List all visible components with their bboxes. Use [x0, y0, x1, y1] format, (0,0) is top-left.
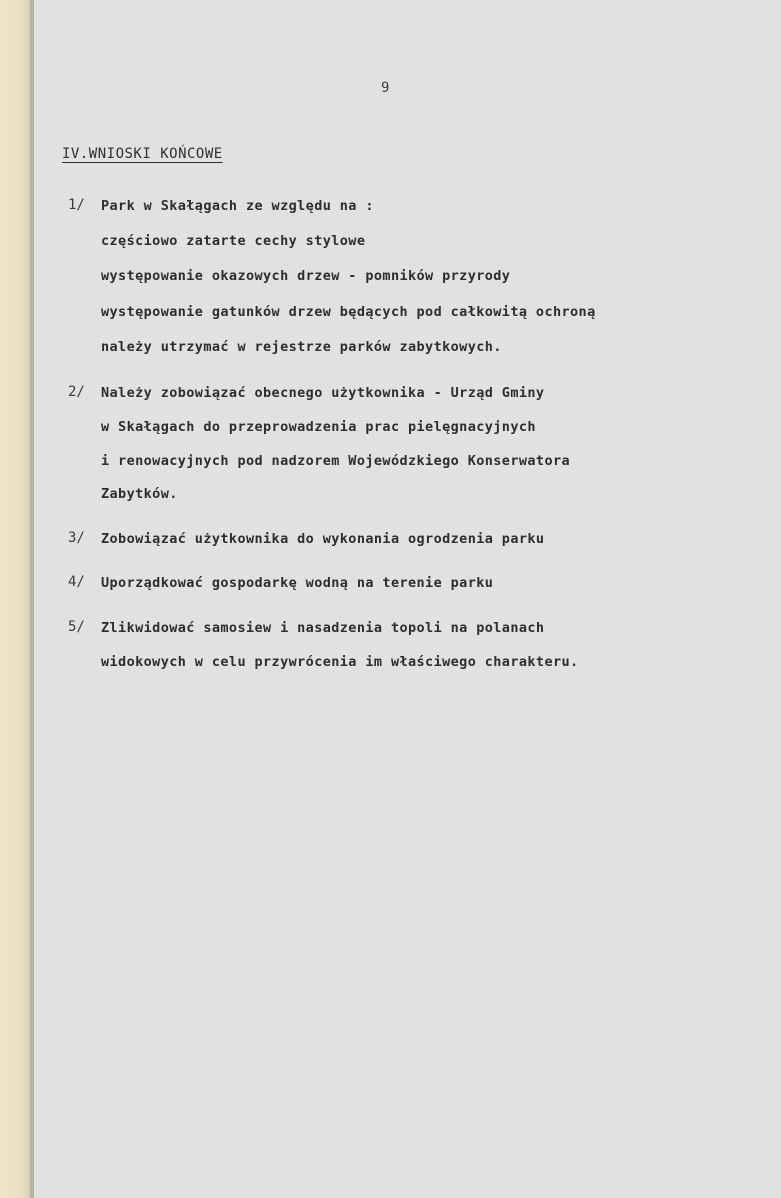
item-4-line-1: Uporządkować gospodarkę wodną na terenie parku	[101, 575, 494, 591]
item-2-line-1: Należy zobowiązać obecnego użytkownika - Urząd Gminy	[101, 385, 545, 401]
item-1-line-2: częściowo zatarte cechy stylowe	[101, 233, 366, 249]
item-1-line-4: występowanie gatunków drzew będących pod całkowitą ochroną	[101, 304, 596, 320]
item-5-line-1: Zlikwidować samosiew i nasadzenia topoli na polanach	[101, 620, 545, 636]
item-5-line-2: widokowych w celu przywrócenia im właściwego charakteru.	[101, 654, 579, 670]
item-2-line-4: Zabytków.	[101, 486, 178, 502]
item-1-line-5: należy utrzymać w rejestrze parków zabytkowych.	[101, 339, 502, 355]
item-1-number: 1/	[68, 197, 85, 213]
item-1-line-1: Park w Skałągach ze względu na :	[101, 198, 374, 214]
binder-edge	[0, 0, 34, 1198]
item-1-line-3: występowanie okazowych drzew - pomników przyrody	[101, 268, 511, 284]
item-2-line-3: i renowacyjnych pod nadzorem Wojewódzkiego Konserwatora	[101, 453, 571, 469]
section-heading: IV.WNIOSKI KOŃCOWE	[62, 146, 223, 162]
item-5-number: 5/	[68, 619, 85, 635]
item-2-line-2: w Skałągach do przeprowadzenia prac pielęgnacyjnych	[101, 419, 536, 435]
page-number: 9	[381, 80, 390, 96]
document-page	[34, 0, 781, 1198]
item-3-line-1: Zobowiązać użytkownika do wykonania ogrodzenia parku	[101, 531, 545, 547]
item-4-number: 4/	[68, 574, 85, 590]
item-3-number: 3/	[68, 530, 85, 546]
item-2-number: 2/	[68, 384, 85, 400]
